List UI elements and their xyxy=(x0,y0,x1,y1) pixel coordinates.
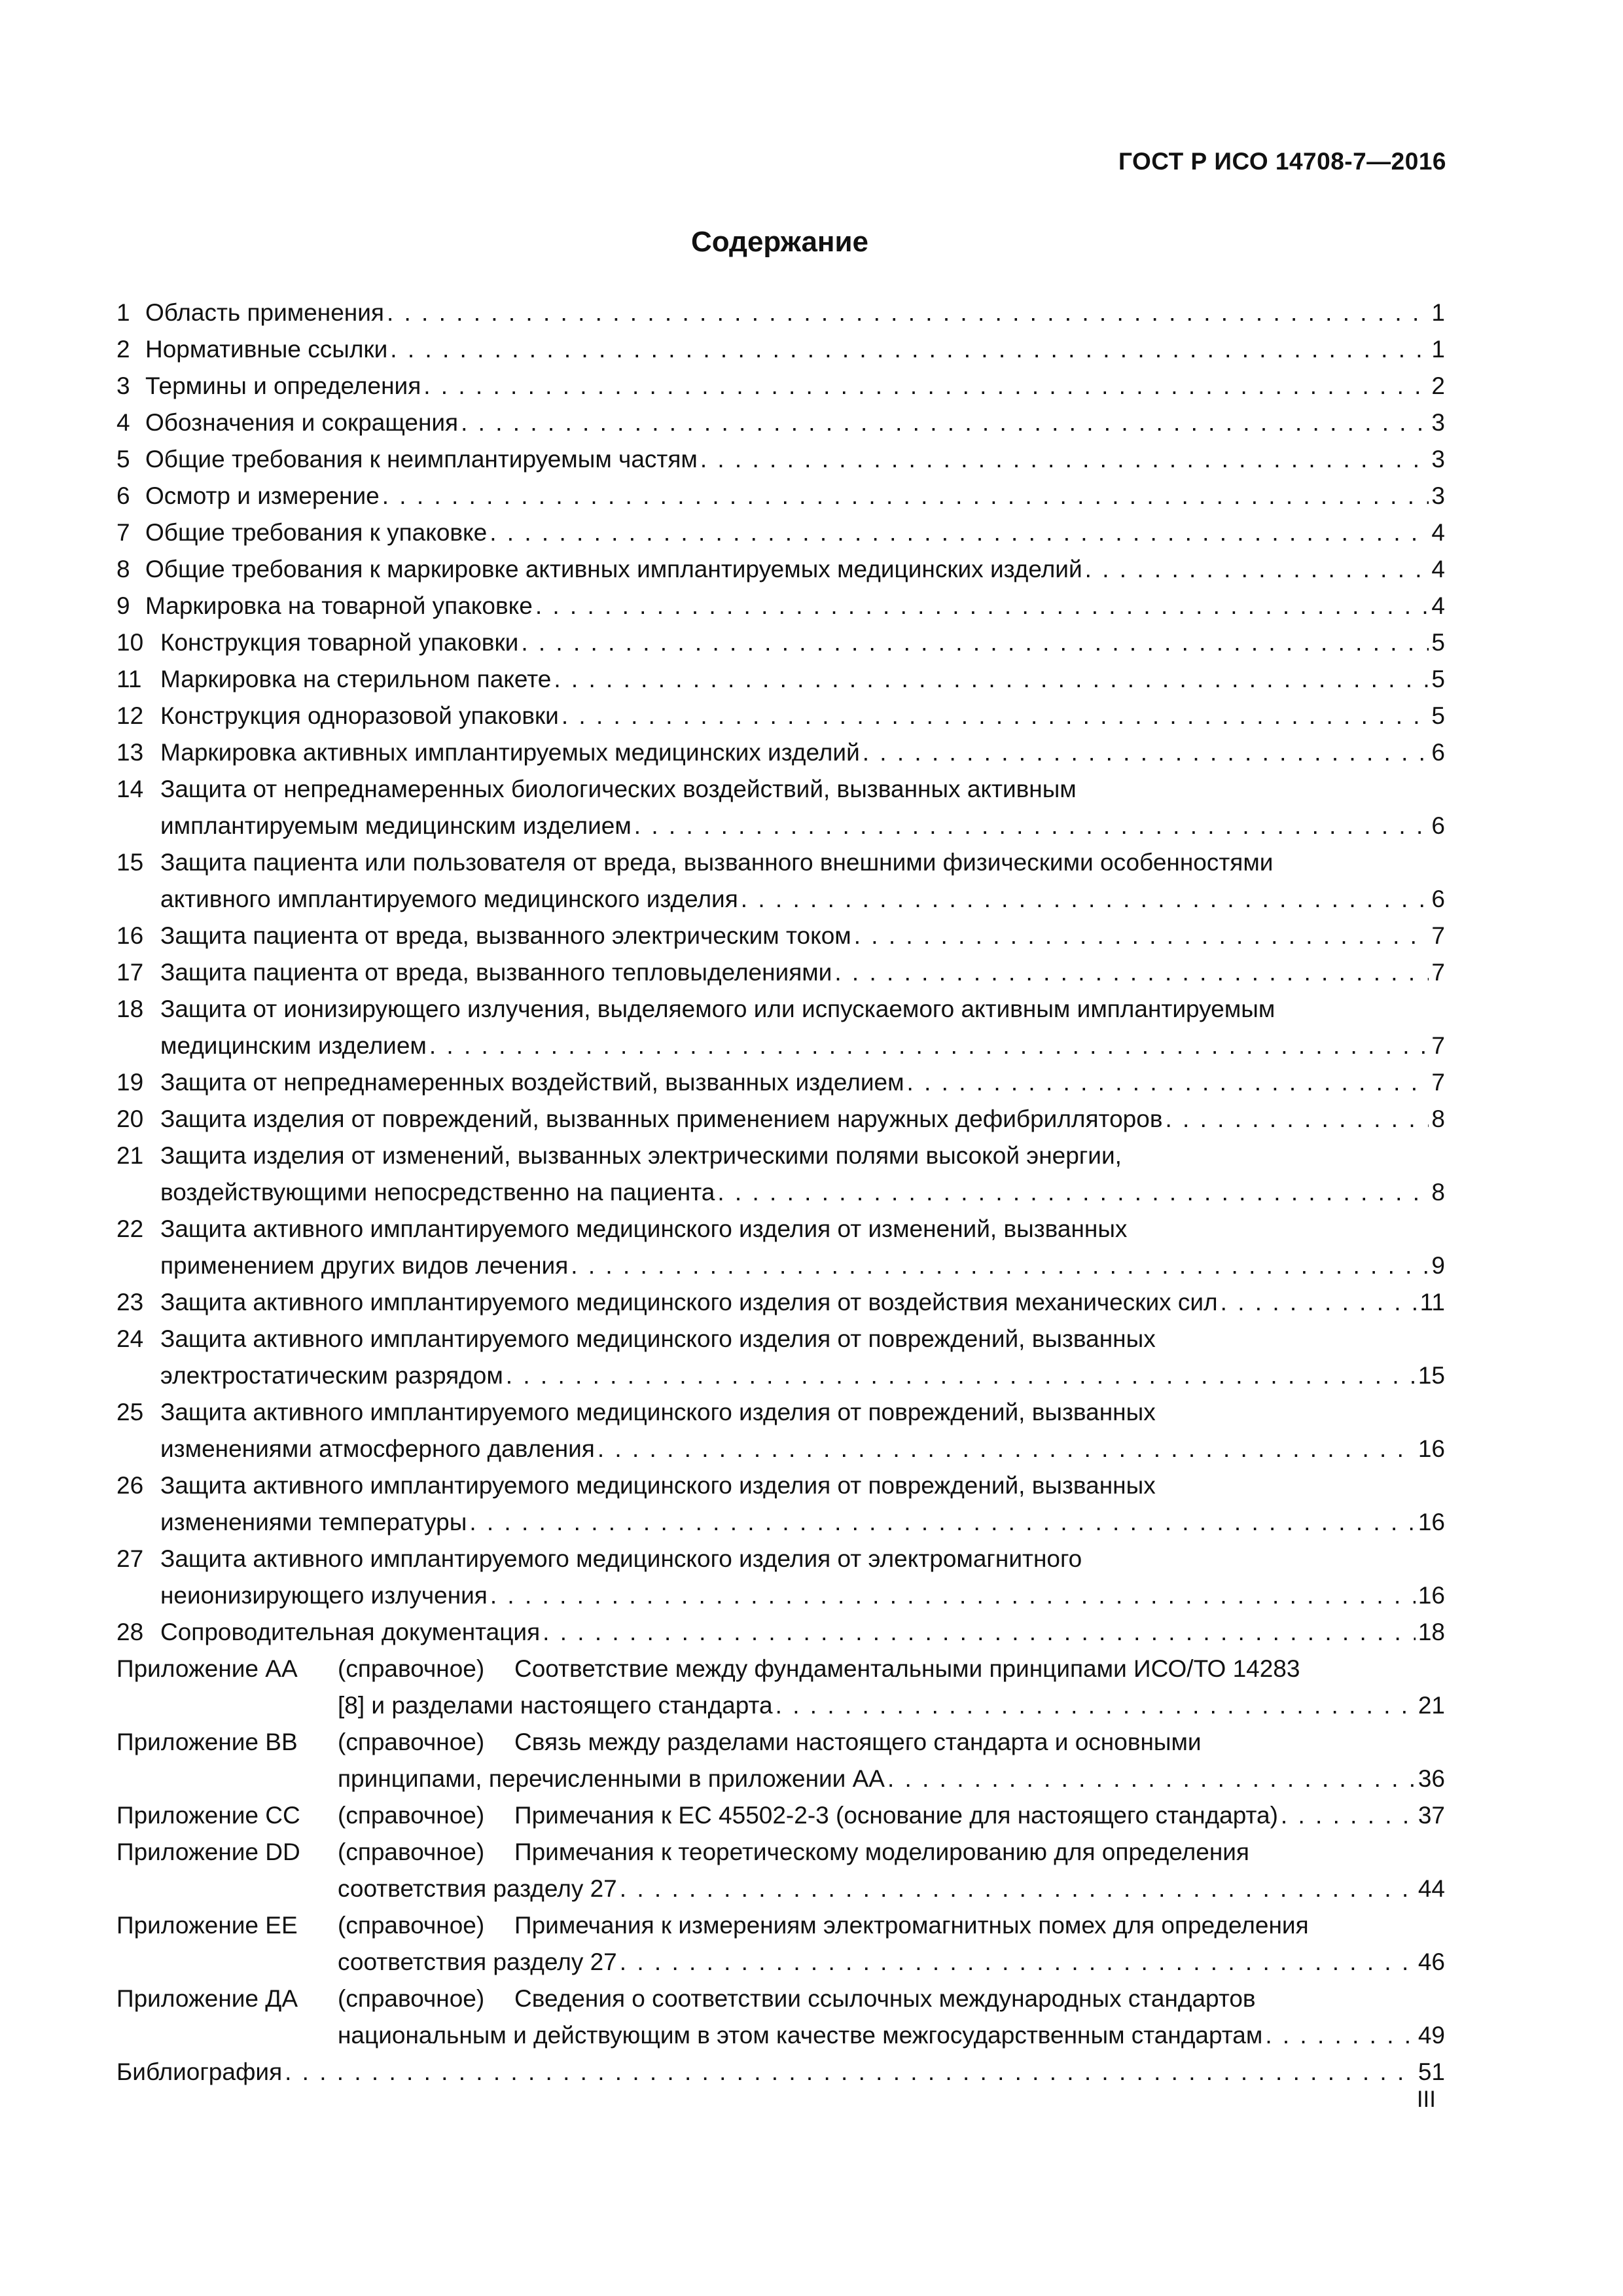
toc-entry-text: Защита изделия от изменений, вызванных электрическими полями высокой энергии, xyxy=(160,1142,1122,1169)
section-number: 24 xyxy=(116,1325,144,1352)
toc-line xyxy=(145,551,1445,588)
dot-leader xyxy=(1085,551,1429,588)
toc-entry-text: Нормативные ссылки xyxy=(145,336,388,363)
toc-section-entry[interactable] xyxy=(116,918,1445,954)
toc-entry-text: Примечания к теоретическому моделированию для определения xyxy=(514,1839,1249,1865)
toc-section-entry[interactable] xyxy=(116,1284,1445,1321)
dot-leader xyxy=(854,918,1429,954)
toc-entry-text: изменениями атмосферного давления xyxy=(160,1435,595,1462)
toc-section-entry[interactable] xyxy=(116,295,1445,331)
toc-line xyxy=(160,698,1445,734)
toc-entry-text: Конструкция товарной упаковки xyxy=(160,629,519,656)
dot-leader xyxy=(620,1871,1416,1907)
toc-entry-text: соответствия разделу 27 xyxy=(338,1875,617,1902)
toc-entry-text: Обозначения и сокращения xyxy=(145,409,459,436)
toc-entry-text: Область применения xyxy=(145,299,384,326)
toc-entry-text: Соответствие между фундаментальными принципами ИСО/ТО 14283 xyxy=(514,1655,1300,1682)
dot-leader xyxy=(535,588,1429,624)
toc-page-number: 1 xyxy=(1431,336,1445,363)
toc-section-entry[interactable] xyxy=(116,368,1445,404)
toc-section-entry[interactable] xyxy=(116,1064,1445,1101)
toc-line xyxy=(338,1761,1445,1797)
dot-leader xyxy=(863,734,1429,771)
section-number: 27 xyxy=(116,1545,144,1572)
toc-appendix-entry[interactable] xyxy=(116,1907,1445,1981)
toc-line xyxy=(160,808,1445,844)
dot-leader xyxy=(634,808,1429,844)
toc-line xyxy=(145,331,1445,368)
toc-entry-text: Защита активного имплантируемого медицинского изделия от повреждений, вызванных xyxy=(160,1399,1156,1426)
toc-line xyxy=(160,844,1445,881)
toc-page-number: 18 xyxy=(1418,1619,1445,1645)
table-of-contents xyxy=(116,295,1445,2090)
toc-entry-text: Защита активного имплантируемого медицинского изделия от электромагнитного xyxy=(160,1545,1082,1572)
toc-line xyxy=(145,404,1445,441)
toc-line xyxy=(160,1577,1445,1614)
toc-section-entry[interactable] xyxy=(116,844,1445,918)
dot-leader xyxy=(571,1247,1429,1284)
toc-entry-text: Маркировка на товарной упаковке xyxy=(145,592,533,619)
toc-page-number: 1 xyxy=(1431,299,1445,326)
section-number: 8 xyxy=(116,556,130,583)
toc-entry-text: имплантируемым медицинским изделием xyxy=(160,812,632,839)
toc-entry-text: Связь между разделами настоящего стандарта и основными xyxy=(514,1729,1202,1755)
toc-page-number: 44 xyxy=(1418,1875,1445,1902)
toc-page-number: 4 xyxy=(1431,592,1445,619)
section-number: 28 xyxy=(116,1619,144,1645)
toc-page-number: 5 xyxy=(1431,629,1445,656)
section-number: 7 xyxy=(116,519,130,546)
toc-section-entry[interactable] xyxy=(116,1541,1445,1614)
toc-line xyxy=(338,1687,1445,1724)
toc-line xyxy=(160,1211,1445,1247)
dot-leader xyxy=(490,1577,1416,1614)
toc-entry-text: Общие требования к упаковке xyxy=(145,519,488,546)
toc-section-entry[interactable] xyxy=(116,1394,1445,1467)
toc-page-number: 2 xyxy=(1431,372,1445,399)
toc-line xyxy=(160,1614,1445,1651)
toc-entry-text: неионизирующего излучения xyxy=(160,1582,488,1609)
section-number: 18 xyxy=(116,996,144,1022)
toc-page-number: 6 xyxy=(1431,739,1445,766)
dot-leader xyxy=(461,404,1429,441)
toc-line xyxy=(160,918,1445,954)
toc-page-number: 51 xyxy=(1418,2058,1445,2085)
dot-leader xyxy=(285,2054,1416,2090)
toc-line xyxy=(160,1138,1445,1174)
toc-entry-text: Общие требования к неимплантируемым частям xyxy=(145,446,698,473)
toc-line xyxy=(160,881,1445,918)
toc-section-entry[interactable] xyxy=(116,771,1445,844)
toc-line xyxy=(116,2054,1445,2090)
toc-page-number: 3 xyxy=(1431,446,1445,473)
toc-entry-text: Защита от ионизирующего излучения, выделяемого или испускаемого активным имплантируемым xyxy=(160,996,1275,1022)
toc-entry-text: Примечания к измерениям электромагнитных помех для определения xyxy=(514,1912,1309,1939)
toc-section-entry[interactable] xyxy=(116,551,1445,588)
appendix-label: Приложение ДА xyxy=(116,1985,298,2012)
toc-entry-text: Сведения о соответствии ссылочных международных стандартов xyxy=(514,1985,1256,2012)
toc-entry-text: Защита от непреднамеренных биологических воздействий, вызванных активным xyxy=(160,776,1077,802)
toc-section-entry[interactable] xyxy=(116,588,1445,624)
toc-entry-text: Конструкция одноразовой упаковки xyxy=(160,702,559,729)
dot-leader xyxy=(562,698,1429,734)
toc-section-entry[interactable] xyxy=(116,624,1445,661)
toc-section-entry[interactable] xyxy=(116,1101,1445,1138)
toc-page-number: 7 xyxy=(1431,1032,1445,1059)
toc-line xyxy=(160,661,1445,698)
toc-line xyxy=(145,295,1445,331)
toc-entry-text: Защита активного имплантируемого медицинского изделия от воздействия механических сил xyxy=(160,1289,1218,1316)
toc-section-entry[interactable] xyxy=(116,991,1445,1064)
appendix-label: Приложение ЕЕ xyxy=(116,1912,298,1939)
toc-line xyxy=(160,1394,1445,1431)
dot-leader xyxy=(543,1614,1416,1651)
toc-entry-text: принципами, перечисленными в приложении АА xyxy=(338,1765,885,1792)
toc-entry-text: изменениями температуры xyxy=(160,1509,467,1535)
toc-entry-text: соответствия разделу 27 xyxy=(338,1948,617,1975)
section-number: 19 xyxy=(116,1069,144,1096)
toc-entry-text: Защита пациента или пользователя от вреда, вызванного внешними физическими особенностями xyxy=(160,849,1274,876)
appendix-label: Приложение АА xyxy=(116,1655,298,1682)
dot-leader xyxy=(887,1761,1416,1797)
dot-leader xyxy=(382,478,1429,514)
toc-page-number: 37 xyxy=(1418,1802,1445,1829)
toc-section-entry[interactable] xyxy=(116,661,1445,698)
dot-leader xyxy=(1165,1101,1429,1138)
toc-entry-text: Защита активного имплантируемого медицинского изделия от повреждений, вызванных xyxy=(160,1472,1156,1499)
section-number: 3 xyxy=(116,372,130,399)
toc-entry-text: активного имплантируемого медицинского изделия xyxy=(160,886,738,912)
dot-leader xyxy=(521,624,1429,661)
toc-page-number: 8 xyxy=(1431,1179,1445,1206)
toc-line xyxy=(160,1247,1445,1284)
toc-page-number: 4 xyxy=(1431,519,1445,546)
toc-page-number: 6 xyxy=(1431,886,1445,912)
toc-bibliography-entry[interactable] xyxy=(116,2054,1445,2090)
toc-entry-text: медицинским изделием xyxy=(160,1032,427,1059)
dot-leader xyxy=(390,331,1429,368)
toc-entry-text: Примечания к ЕС 45502-2-3 (основание для настоящего стандарта) xyxy=(514,1802,1278,1829)
toc-section-entry[interactable] xyxy=(116,331,1445,368)
toc-entry-text: Защита активного имплантируемого медицинского изделия от повреждений, вызванных xyxy=(160,1325,1156,1352)
section-number: 2 xyxy=(116,336,130,363)
section-number: 22 xyxy=(116,1215,144,1242)
dot-leader xyxy=(700,441,1429,478)
dot-leader xyxy=(554,661,1429,698)
toc-entry-text: применением других видов лечения xyxy=(160,1252,569,1279)
toc-line xyxy=(160,1101,1445,1138)
dot-leader xyxy=(387,295,1429,331)
appendix-label: Приложение ВВ xyxy=(116,1729,298,1755)
section-number: 13 xyxy=(116,739,144,766)
section-number: 11 xyxy=(116,666,142,692)
toc-section-entry[interactable] xyxy=(116,514,1445,551)
section-number: 17 xyxy=(116,959,144,986)
toc-line xyxy=(145,441,1445,478)
dot-leader xyxy=(490,514,1429,551)
toc-page-number: 36 xyxy=(1418,1765,1445,1792)
toc-entry-text: Защита от непреднамеренных воздействий, вызванных изделием xyxy=(160,1069,904,1096)
toc-entry-text: Защита пациента от вреда, вызванного тепловыделениями xyxy=(160,959,832,986)
toc-appendix-entry[interactable] xyxy=(116,1724,1445,1797)
toc-entry-text: Сопроводительная документация xyxy=(160,1619,541,1645)
toc-line xyxy=(160,624,1445,661)
section-number: 1 xyxy=(116,299,130,326)
toc-section-entry[interactable] xyxy=(116,441,1445,478)
toc-section-entry[interactable] xyxy=(116,1211,1445,1284)
toc-line xyxy=(160,1541,1445,1577)
toc-appendix-entry[interactable] xyxy=(116,1651,1445,1724)
toc-line xyxy=(338,2017,1445,2054)
toc-page-number: 7 xyxy=(1431,1069,1445,1096)
dot-leader xyxy=(741,881,1429,918)
toc-line xyxy=(160,1028,1445,1064)
dot-leader xyxy=(506,1357,1416,1394)
toc-line xyxy=(160,1321,1445,1357)
toc-entry-text: Общие требования к маркировке активных имплантируемых медицинских изделий xyxy=(145,556,1082,583)
toc-line xyxy=(145,588,1445,624)
toc-line xyxy=(160,1431,1445,1467)
toc-page-number: 4 xyxy=(1431,556,1445,583)
section-number: 16 xyxy=(116,922,144,949)
dot-leader xyxy=(469,1504,1416,1541)
section-number: 14 xyxy=(116,776,144,802)
toc-page-number: 3 xyxy=(1431,409,1445,436)
section-number: 21 xyxy=(116,1142,144,1169)
toc-line xyxy=(514,1834,1445,1871)
toc-line xyxy=(145,514,1445,551)
toc-line xyxy=(160,1284,1445,1321)
appendix-kind: (справочное) xyxy=(338,1912,485,1939)
section-number: 20 xyxy=(116,1105,144,1132)
toc-entry-text: Защита пациента от вреда, вызванного электрическим током xyxy=(160,922,851,949)
dot-leader xyxy=(429,1028,1429,1064)
toc-line xyxy=(514,1724,1445,1761)
toc-line xyxy=(145,368,1445,404)
toc-line xyxy=(160,1357,1445,1394)
toc-page-number: 3 xyxy=(1431,482,1445,509)
toc-entry-text: Осмотр и измерение xyxy=(145,482,380,509)
toc-entry-text: электростатическим разрядом xyxy=(160,1362,503,1389)
toc-section-entry[interactable] xyxy=(116,1467,1445,1541)
section-number: 25 xyxy=(116,1399,144,1426)
toc-line xyxy=(338,1944,1445,1981)
toc-line xyxy=(514,1981,1445,2017)
toc-page-number: 7 xyxy=(1431,922,1445,949)
toc-line xyxy=(160,1174,1445,1211)
page-title: Содержание xyxy=(690,226,869,258)
appendix-kind: (справочное) xyxy=(338,1802,485,1829)
toc-section-entry[interactable] xyxy=(116,954,1445,991)
toc-page-number: 46 xyxy=(1418,1948,1445,1975)
toc-appendix-entry[interactable] xyxy=(116,1981,1445,2054)
toc-page-number: 15 xyxy=(1418,1362,1445,1389)
appendix-kind: (справочное) xyxy=(338,1839,485,1865)
toc-page-number: 9 xyxy=(1431,1252,1445,1279)
document-id: ГОСТ Р ИСО 14708-7—2016 xyxy=(1118,148,1446,175)
toc-entry-text: Маркировка на стерильном пакете xyxy=(160,666,552,692)
toc-page-number: 5 xyxy=(1431,702,1445,729)
toc-entry-text: [8] и разделами настоящего стандарта xyxy=(338,1692,773,1719)
toc-section-entry[interactable] xyxy=(116,734,1445,771)
section-number: 26 xyxy=(116,1472,144,1499)
toc-line xyxy=(160,954,1445,991)
toc-page-number: 5 xyxy=(1431,666,1445,692)
toc-line xyxy=(514,1907,1445,1944)
dot-leader xyxy=(1265,2017,1416,2054)
toc-line xyxy=(338,1871,1445,1907)
toc-section-entry[interactable] xyxy=(116,698,1445,734)
toc-section-entry[interactable] xyxy=(116,404,1445,441)
section-number: 15 xyxy=(116,849,144,876)
dot-leader xyxy=(620,1944,1416,1981)
appendix-label: Приложение СС xyxy=(116,1802,300,1829)
toc-entry-text: Библиография xyxy=(116,2058,283,2085)
toc-page-number: 16 xyxy=(1418,1582,1445,1609)
toc-line xyxy=(514,1797,1445,1834)
toc-page-number: 11 xyxy=(1419,1289,1445,1316)
toc-page-number: 21 xyxy=(1418,1692,1445,1719)
toc-entry-text: Защита активного имплантируемого медицинского изделия от изменений, вызванных xyxy=(160,1215,1128,1242)
toc-page-number: 7 xyxy=(1431,959,1445,986)
appendix-label: Приложение DD xyxy=(116,1839,300,1865)
section-number: 4 xyxy=(116,409,130,436)
toc-line xyxy=(145,478,1445,514)
toc-entry-text: Маркировка активных имплантируемых медицинских изделий xyxy=(160,739,860,766)
dot-leader xyxy=(907,1064,1429,1101)
toc-line xyxy=(160,1504,1445,1541)
dot-leader xyxy=(834,954,1429,991)
toc-entry-text: воздействующими непосредственно на пациента xyxy=(160,1179,715,1206)
toc-line xyxy=(160,1467,1445,1504)
toc-line xyxy=(514,1651,1445,1687)
toc-page-number: 6 xyxy=(1431,812,1445,839)
toc-section-entry[interactable] xyxy=(116,1138,1445,1211)
section-number: 5 xyxy=(116,446,130,473)
dot-leader xyxy=(1281,1797,1416,1834)
section-number: 6 xyxy=(116,482,130,509)
appendix-kind: (справочное) xyxy=(338,1729,485,1755)
dot-leader xyxy=(423,368,1429,404)
section-number: 23 xyxy=(116,1289,144,1316)
toc-page-number: 8 xyxy=(1431,1105,1445,1132)
toc-entry-text: национальным и действующим в этом качестве межгосударственным стандартам xyxy=(338,2022,1263,2049)
appendix-kind: (справочное) xyxy=(338,1985,485,2012)
toc-page-number: 49 xyxy=(1418,2022,1445,2049)
toc-entry-text: Защита изделия от повреждений, вызванных применением наружных дефибрилляторов xyxy=(160,1105,1163,1132)
appendix-kind: (справочное) xyxy=(338,1655,485,1682)
dot-leader xyxy=(597,1431,1416,1467)
toc-page-number: 16 xyxy=(1418,1435,1445,1462)
toc-section-entry[interactable] xyxy=(116,478,1445,514)
page-number: III xyxy=(1416,2087,1436,2112)
section-number: 10 xyxy=(116,629,144,656)
dot-leader xyxy=(1221,1284,1418,1321)
toc-line xyxy=(160,1064,1445,1101)
toc-section-entry[interactable] xyxy=(116,1321,1445,1394)
toc-section-entry[interactable] xyxy=(116,1614,1445,1651)
dot-leader xyxy=(776,1687,1416,1724)
toc-page-number: 16 xyxy=(1418,1509,1445,1535)
section-number: 12 xyxy=(116,702,144,729)
section-number: 9 xyxy=(116,592,130,619)
toc-line xyxy=(160,734,1445,771)
toc-appendix-entry[interactable] xyxy=(116,1834,1445,1907)
toc-line xyxy=(160,771,1445,808)
dot-leader xyxy=(717,1174,1429,1211)
toc-entry-text: Термины и определения xyxy=(145,372,421,399)
toc-appendix-entry[interactable] xyxy=(116,1797,1445,1834)
toc-line xyxy=(160,991,1445,1028)
